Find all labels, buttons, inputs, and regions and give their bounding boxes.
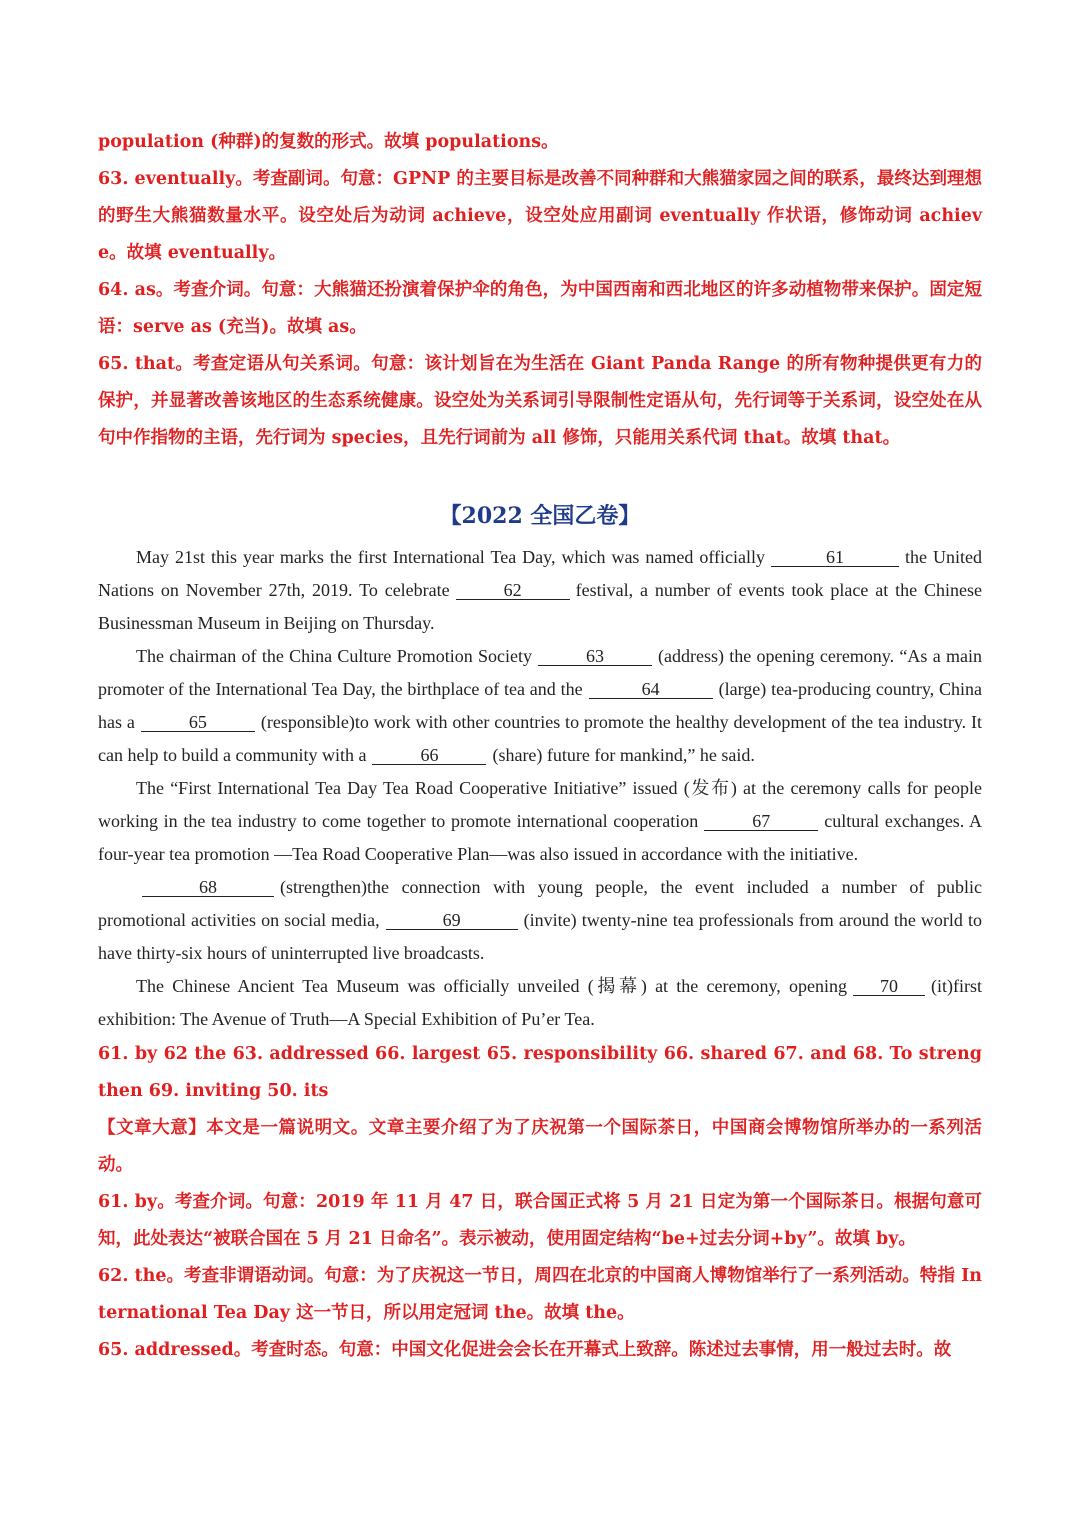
answer-explanation: 62. the。考查非谓语动词。句意：为了庆祝这一节日，周四在北京的中国商人博物馆举行了一系列活动。特指 International Tea Day 这一节日，所以用定冠词 the。故填 the。 — [98, 1266, 982, 1323]
blank-66: 66 — [372, 746, 486, 765]
answer-explanation: 65. that。考查定语从句关系词。句意：该计划旨在为生活在 Giant Panda Range 的所有物种提供更有力的保护，并显著改善该地区的生态系统健康。设空处为关系词引导限制性定语从句，先行词等于关系词，设空处在从句中作指物的主语，先行词为 species，且先行词前为 all 修饰，只能用关系代词 that。故填 that。 — [98, 354, 982, 448]
answer-explanation: 65. addressed。考查时态。句意：中国文化促进会会长在开幕式上致辞。陈述过去事情，用一般过去时。故 — [98, 1340, 952, 1360]
blank-70: 70 — [853, 977, 925, 996]
blank-61: 61 — [771, 548, 899, 567]
blank-69: 69 — [386, 911, 518, 930]
blank-62: 62 — [456, 581, 570, 600]
blank-65: 65 — [141, 713, 255, 732]
answer-explanation: 61. by。考查介词。句意：2019 年 11 月 47 日，联合国正式将 5 月 21 日定为第一个国际茶日。根据句意可知，此处表达“被联合国在 5 月 21 日命名”。表示被动，使用固定结构“be+过去分词+by”。故填 by。 — [98, 1192, 982, 1249]
passage-text: The Chinese Ancient Tea Museum was officially unveiled (揭幕) at the ceremony, opening — [136, 976, 847, 996]
passage-text: (share) future for mankind,” he said. — [492, 745, 755, 765]
blank-63: 63 — [538, 647, 652, 666]
answer-explanation: 63. eventually。考查副词。句意：GPNP 的主要目标是改善不同种群和大熊猫家园之间的联系，最终达到理想的野生大熊猫数量水平。设空处后为动词 achieve，设空处应用副词 eventually 作状语，修饰动词 achieve。故填 eventually。 — [98, 169, 982, 263]
answer-section — [98, 1036, 982, 1369]
passage-text: May 21st this year marks the first International Tea Day, which was named officially — [136, 547, 766, 567]
answer-key: 61. by 62 the 63. addressed 66. largest 65. responsibility 66. shared 67. and 68. To strengthen 69. inviting 50. its — [98, 1044, 982, 1101]
answer-explanation: population (种群)的复数的形式。故填 populations。 — [98, 132, 559, 152]
passage-text: (strengthen)the connection with young people, the event included a number of public promotional activities on social media, — [98, 877, 982, 930]
blank-64: 64 — [589, 680, 713, 699]
passage-text: (it)first exhibition: The Avenue of Truth—A Special Exhibition of Pu’er Tea. — [98, 976, 982, 1029]
passage-paragraph — [98, 640, 982, 772]
passage-text: The “First International Tea Day Tea Road Cooperative Initiative” issued (发布) at the ceremony calls for people working in the tea industry to come together to promote international cooperation — [98, 778, 982, 831]
passage-text: (address) the opening ceremony. “As a main promoter of the International Tea Day, the birthplace of tea and the — [98, 646, 982, 699]
passage-paragraph — [98, 541, 982, 640]
passage-text: cultural exchanges. A four-year tea promotion —Tea Road Cooperative Plan—was also issued in accordance with the initiative. — [98, 811, 982, 864]
passage — [98, 541, 982, 1036]
article-summary: 【文章大意】本文是一篇说明文。文章主要介绍了为了庆祝第一个国际茶日，中国商会博物馆所举办的一系列活动。 — [98, 1118, 982, 1175]
passage-text: (invite) twenty-nine tea professionals from around the world to have thirty-six hours of uninterrupted live broadcasts. — [98, 910, 982, 963]
passage-paragraph — [98, 772, 982, 871]
section-title: 【2022 全国乙卷】 — [439, 503, 641, 529]
passage-text: (large) tea-producing country, China has a — [98, 679, 983, 732]
blank-68: 68 — [142, 878, 274, 897]
passage-text: the United Nations on November 27th, 2019. To celebrate — [98, 547, 982, 600]
passage-text: (responsible)to work with other countries to promote the healthy development of the tea industry. It can help to build a community with a — [98, 712, 982, 765]
page-content — [98, 124, 982, 1369]
passage-paragraph — [98, 970, 982, 1036]
answer-explanation: 64. as。考查介词。句意：大熊猫还扮演着保护伞的角色，为中国西南和西北地区的许多动植物带来保护。固定短语：serve as (充当)。故填 as。 — [98, 280, 982, 337]
passage-paragraph — [98, 871, 982, 970]
passage-text: festival, a number of events took place at the Chinese Businessman Museum in Beijing on Thursday. — [98, 580, 983, 633]
previous-answers — [98, 124, 982, 457]
blank-67: 67 — [704, 812, 818, 831]
passage-text: The chairman of the China Culture Promotion Society — [136, 646, 532, 666]
